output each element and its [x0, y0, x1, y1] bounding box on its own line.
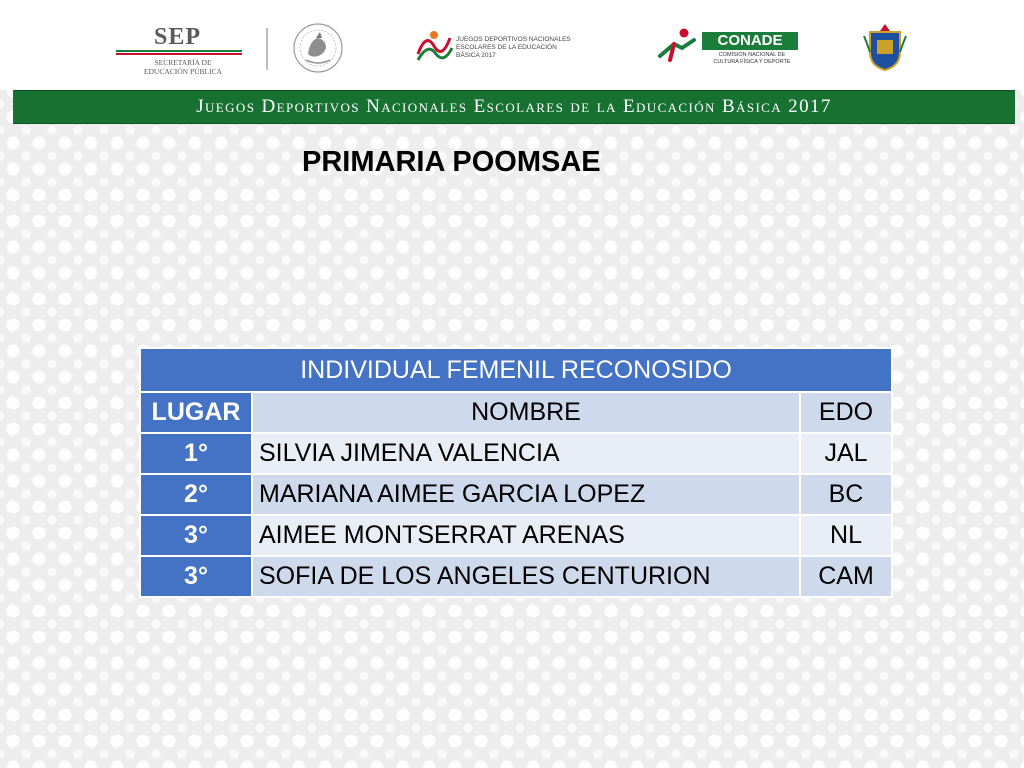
event-banner: [13, 90, 1015, 124]
page-title: PRIMARIA POOMSAE: [302, 146, 601, 178]
logo-header: [0, 0, 1024, 90]
name-cell: MARIANA AIMEE GARCIA LOPEZ: [252, 474, 800, 515]
column-header-edo: EDO: [800, 392, 892, 433]
header-divider: [266, 28, 268, 70]
state-cell: CAM: [800, 556, 892, 597]
place-cell: 2°: [140, 474, 252, 515]
table-caption-row: [140, 348, 892, 392]
state-cell: BC: [800, 474, 892, 515]
place-cell: 1°: [140, 433, 252, 474]
table-row: [140, 433, 892, 474]
name-cell: AIMEE MONTSERRAT ARENAS: [252, 515, 800, 556]
sep-logo: [112, 22, 262, 74]
conade-logo: [654, 22, 800, 74]
state-cell: JAL: [800, 433, 892, 474]
conade-runner-icon: [654, 26, 700, 66]
conade-subtitle-line1: COMISIÓN NACIONAL DE: [718, 52, 786, 58]
column-header-nombre: NOMBRE: [252, 392, 800, 433]
place-cell: 3°: [140, 515, 252, 556]
table-row: [140, 515, 892, 556]
juegos-deportivos-logo-icon: [414, 26, 454, 66]
sep-subtitle-line2: EDUCACIÓN PÚBLICA: [143, 67, 223, 76]
table-caption: INDIVIDUAL FEMENIL RECONOSIDO: [140, 348, 892, 392]
event-banner-text: Juegos Deportivos Nacionales Escolares de la Educación Básica 2017: [196, 96, 832, 117]
mexico-coat-of-arms-icon: [280, 22, 356, 74]
jalisco-coat-of-arms-icon: [860, 22, 910, 74]
name-cell: SILVIA JIMENA VALENCIA: [252, 433, 800, 474]
sep-green-rule: [116, 50, 242, 52]
sep-subtitle: [128, 58, 238, 76]
juegos-logo-line2: ESCOLARES DE LA EDUCACIÓN BÁSICA 2017: [456, 44, 557, 59]
state-cell: NL: [800, 515, 892, 556]
place-cell: 3°: [140, 556, 252, 597]
column-header-lugar: LUGAR: [140, 392, 252, 433]
conade-subtitle-line2: CULTURA FÍSICA Y DEPORTE: [713, 59, 791, 65]
conade-wordmark: CONADE: [702, 32, 798, 50]
sep-red-rule: [116, 53, 242, 55]
results-table: [139, 347, 893, 598]
table-row: [140, 556, 892, 597]
table-header-row: [140, 392, 892, 433]
juegos-logo-line1: JUEGOS DEPORTIVOS NACIONALES: [456, 36, 571, 43]
juegos-deportivos-logo: [414, 22, 574, 74]
name-cell: SOFIA DE LOS ANGELES CENTURION: [252, 556, 800, 597]
table-row: [140, 474, 892, 515]
sep-acronym: SEP: [154, 24, 202, 50]
sep-subtitle-line1: SECRETARÍA DE: [154, 58, 212, 67]
